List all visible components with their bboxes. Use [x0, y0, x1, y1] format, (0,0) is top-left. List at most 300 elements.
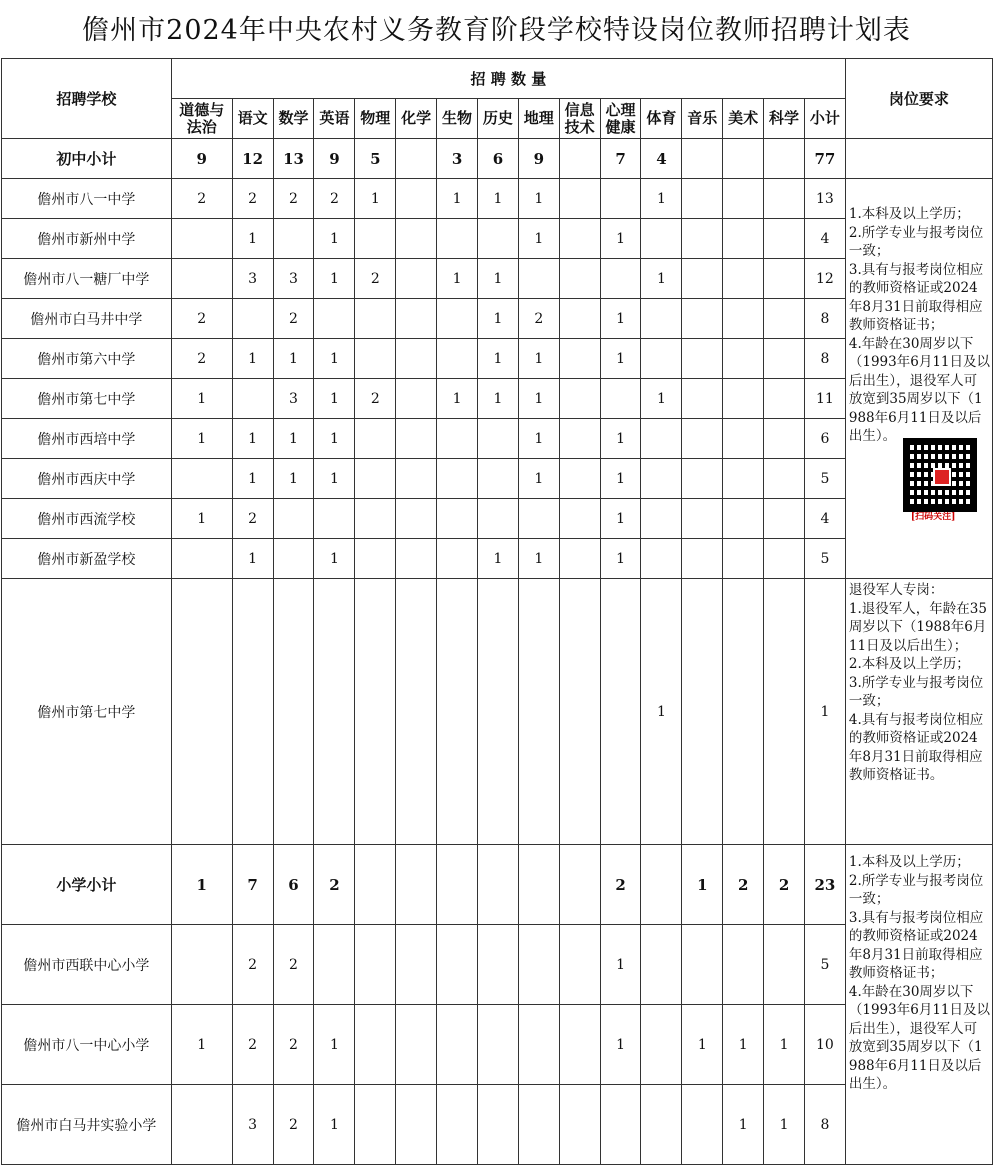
count-cell: 2: [232, 925, 273, 1005]
count-cell: 1: [641, 179, 682, 219]
header-subject: 生物: [437, 99, 478, 139]
count-cell: [559, 419, 600, 459]
count-cell: [355, 299, 396, 339]
count-cell: [641, 499, 682, 539]
count-cell: 4: [641, 139, 682, 179]
count-cell: [723, 579, 764, 845]
count-cell: [396, 299, 437, 339]
count-cell: 5: [804, 925, 845, 1005]
count-cell: 9: [518, 139, 559, 179]
count-cell: [355, 579, 396, 845]
count-cell: [171, 1085, 232, 1165]
count-cell: [355, 499, 396, 539]
header-subject: 美术: [723, 99, 764, 139]
count-cell: [764, 259, 805, 299]
count-cell: 1: [477, 179, 518, 219]
count-cell: [764, 459, 805, 499]
table-row: [2, 139, 993, 179]
count-cell: 1: [682, 1005, 723, 1085]
count-cell: 3: [232, 1085, 273, 1165]
count-cell: 1: [600, 1005, 641, 1085]
table-row: [2, 179, 993, 219]
count-cell: [723, 539, 764, 579]
count-cell: 1: [314, 339, 355, 379]
count-cell: [273, 219, 314, 259]
count-cell: 23: [804, 845, 845, 925]
count-cell: 1: [682, 845, 723, 925]
count-cell: [518, 925, 559, 1005]
count-cell: 1: [232, 539, 273, 579]
count-cell: [232, 299, 273, 339]
count-cell: [437, 219, 478, 259]
count-cell: [437, 845, 478, 925]
count-cell: [764, 579, 805, 845]
count-cell: [171, 219, 232, 259]
requirements-middle: [845, 179, 992, 579]
requirements-primary: 1.本科及以上学历； 2.所学专业与报考岗位一致； 3.具有与报考岗位相应的教师资格证或2024年8月31日前取得相应教师资格证书； 4.年龄在30周岁以下（1993年6月11日及以后出生），退役军人可放宽到35周岁以下（1988年6月11日及以后出生）。: [845, 845, 992, 1165]
count-cell: [518, 579, 559, 845]
count-cell: [641, 219, 682, 259]
count-cell: [437, 419, 478, 459]
count-cell: 2: [171, 299, 232, 339]
count-cell: [559, 379, 600, 419]
count-cell: [641, 419, 682, 459]
count-cell: [477, 1005, 518, 1085]
count-cell: 2: [171, 339, 232, 379]
count-cell: 1: [171, 379, 232, 419]
count-cell: 4: [804, 219, 845, 259]
header-subject: 音乐: [682, 99, 723, 139]
school-name: 儋州市第七中学: [2, 379, 172, 419]
count-cell: 1: [600, 499, 641, 539]
count-cell: [682, 579, 723, 845]
count-cell: 9: [314, 139, 355, 179]
count-cell: [764, 379, 805, 419]
count-cell: 6: [273, 845, 314, 925]
count-cell: [559, 219, 600, 259]
school-name: 儋州市西培中学: [2, 419, 172, 459]
school-name: 儋州市新盈学校: [2, 539, 172, 579]
count-cell: 2: [723, 845, 764, 925]
count-cell: 2: [314, 179, 355, 219]
count-cell: 1: [171, 1005, 232, 1085]
count-cell: [314, 499, 355, 539]
count-cell: [437, 339, 478, 379]
count-cell: [723, 379, 764, 419]
count-cell: [641, 1005, 682, 1085]
qr-code-icon: [903, 438, 977, 512]
count-cell: 8: [804, 1085, 845, 1165]
count-cell: [477, 219, 518, 259]
count-cell: 1: [314, 539, 355, 579]
count-cell: [641, 1085, 682, 1165]
count-cell: 1: [437, 379, 478, 419]
count-cell: [682, 139, 723, 179]
count-cell: 2: [273, 925, 314, 1005]
count-cell: 1: [477, 339, 518, 379]
count-cell: [600, 179, 641, 219]
count-cell: 1: [232, 219, 273, 259]
count-cell: [764, 499, 805, 539]
count-cell: [682, 1085, 723, 1165]
count-cell: 9: [171, 139, 232, 179]
count-cell: 1: [477, 379, 518, 419]
count-cell: [764, 419, 805, 459]
count-cell: 1: [518, 459, 559, 499]
count-cell: [314, 299, 355, 339]
table-row: [2, 299, 993, 339]
count-cell: 1: [518, 419, 559, 459]
table-row: [2, 1085, 993, 1165]
count-cell: [723, 925, 764, 1005]
count-cell: [314, 579, 355, 845]
count-cell: [559, 499, 600, 539]
header-subject: 信息技术: [559, 99, 600, 139]
count-cell: 1: [764, 1005, 805, 1085]
count-cell: [764, 299, 805, 339]
count-cell: [396, 539, 437, 579]
count-cell: 2: [273, 1005, 314, 1085]
count-cell: 1: [273, 419, 314, 459]
count-cell: 1: [600, 925, 641, 1005]
header-quantity: 招 聘 数 量: [171, 59, 845, 99]
count-cell: 3: [273, 379, 314, 419]
count-cell: [559, 1085, 600, 1165]
count-cell: [559, 925, 600, 1005]
count-cell: [396, 179, 437, 219]
count-cell: 1: [477, 539, 518, 579]
count-cell: [641, 539, 682, 579]
count-cell: [314, 925, 355, 1005]
count-cell: [559, 299, 600, 339]
count-cell: [600, 379, 641, 419]
count-cell: [682, 219, 723, 259]
count-cell: [559, 179, 600, 219]
count-cell: [437, 539, 478, 579]
count-cell: [396, 925, 437, 1005]
header-subject: 科学: [764, 99, 805, 139]
qr-label: [扫码关注]: [910, 511, 956, 522]
count-cell: [723, 339, 764, 379]
header-school: 招聘学校: [2, 59, 172, 139]
table-row: [2, 579, 993, 845]
count-cell: [477, 499, 518, 539]
count-cell: [559, 139, 600, 179]
count-cell: [355, 219, 396, 259]
count-cell: [355, 459, 396, 499]
count-cell: 1: [314, 1005, 355, 1085]
count-cell: [437, 1085, 478, 1165]
count-cell: [355, 925, 396, 1005]
count-cell: 1: [600, 539, 641, 579]
table-row: [2, 339, 993, 379]
count-cell: [764, 925, 805, 1005]
school-name: 儋州市八一中心小学: [2, 1005, 172, 1085]
count-cell: [171, 579, 232, 845]
count-cell: 5: [355, 139, 396, 179]
count-cell: 1: [314, 379, 355, 419]
count-cell: 2: [232, 1005, 273, 1085]
count-cell: [723, 139, 764, 179]
count-cell: [764, 539, 805, 579]
count-cell: [437, 499, 478, 539]
count-cell: [682, 299, 723, 339]
count-cell: [641, 339, 682, 379]
count-cell: 13: [804, 179, 845, 219]
count-cell: [559, 259, 600, 299]
school-name: 儋州市八一中学: [2, 179, 172, 219]
count-cell: [559, 539, 600, 579]
count-cell: 12: [804, 259, 845, 299]
count-cell: [396, 139, 437, 179]
table-row: [2, 499, 993, 539]
count-cell: 11: [804, 379, 845, 419]
count-cell: 3: [437, 139, 478, 179]
header-subject: 体育: [641, 99, 682, 139]
count-cell: 1: [232, 419, 273, 459]
count-cell: [396, 259, 437, 299]
header-subject: 历史: [477, 99, 518, 139]
count-cell: 5: [804, 539, 845, 579]
requirements-veteran: 退役军人专岗： 1.退役军人，年龄在35周岁以下（1988年6月11日及以后出生）； 2.本科及以上学历； 3.所学专业与报考岗位一致； 4.具有与报考岗位相应的教师资格证或2024年8月31日前取得相应教师资格证书。: [845, 579, 992, 845]
count-cell: [518, 1085, 559, 1165]
count-cell: 77: [804, 139, 845, 179]
count-cell: [723, 219, 764, 259]
count-cell: 1: [171, 419, 232, 459]
count-cell: 1: [518, 339, 559, 379]
count-cell: 1: [723, 1085, 764, 1165]
count-cell: 1: [518, 539, 559, 579]
count-cell: [396, 845, 437, 925]
count-cell: [355, 1005, 396, 1085]
count-cell: [396, 459, 437, 499]
count-cell: 4: [804, 499, 845, 539]
count-cell: [723, 299, 764, 339]
count-cell: [723, 499, 764, 539]
count-cell: [396, 219, 437, 259]
count-cell: 1: [232, 339, 273, 379]
count-cell: 8: [804, 299, 845, 339]
count-cell: 13: [273, 139, 314, 179]
count-cell: [396, 499, 437, 539]
count-cell: [437, 579, 478, 845]
count-cell: 1: [600, 299, 641, 339]
count-cell: 2: [232, 179, 273, 219]
header-subject: 地理: [518, 99, 559, 139]
school-name: 儋州市白马井中学: [2, 299, 172, 339]
count-cell: 2: [171, 179, 232, 219]
count-cell: 1: [314, 1085, 355, 1165]
count-cell: [273, 539, 314, 579]
count-cell: [764, 339, 805, 379]
count-cell: [559, 579, 600, 845]
recruitment-table: [1, 58, 993, 1165]
count-cell: 2: [314, 845, 355, 925]
count-cell: 2: [764, 845, 805, 925]
count-cell: [273, 579, 314, 845]
count-cell: 1: [641, 379, 682, 419]
count-cell: 2: [518, 299, 559, 339]
count-cell: [682, 419, 723, 459]
header-subject: 物理: [355, 99, 396, 139]
count-cell: [396, 1005, 437, 1085]
count-cell: [559, 845, 600, 925]
count-cell: 1: [518, 379, 559, 419]
count-cell: 1: [232, 459, 273, 499]
count-cell: 2: [232, 499, 273, 539]
header-subject: 心理健康: [600, 99, 641, 139]
count-cell: 1: [314, 419, 355, 459]
count-cell: [396, 579, 437, 845]
count-cell: [600, 259, 641, 299]
count-cell: [355, 845, 396, 925]
count-cell: 8: [804, 339, 845, 379]
count-cell: 1: [600, 219, 641, 259]
count-cell: [764, 179, 805, 219]
school-name: 儋州市西联中心小学: [2, 925, 172, 1005]
count-cell: 1: [600, 419, 641, 459]
count-cell: [355, 339, 396, 379]
count-cell: 5: [804, 459, 845, 499]
count-cell: 1: [171, 499, 232, 539]
school-name: 儋州市白马井实验小学: [2, 1085, 172, 1165]
count-cell: [518, 259, 559, 299]
table-row: [2, 539, 993, 579]
count-cell: 1: [437, 179, 478, 219]
count-cell: [396, 339, 437, 379]
count-cell: [477, 419, 518, 459]
count-cell: [477, 845, 518, 925]
count-cell: 2: [273, 299, 314, 339]
subtotal-label: 初中小计: [2, 139, 172, 179]
table-row: [2, 1005, 993, 1085]
count-cell: [600, 1085, 641, 1165]
subtotal-label: 小学小计: [2, 845, 172, 925]
count-cell: [764, 219, 805, 259]
count-cell: 1: [273, 339, 314, 379]
count-cell: [171, 259, 232, 299]
count-cell: [396, 379, 437, 419]
table-row: [2, 379, 993, 419]
count-cell: [682, 339, 723, 379]
count-cell: [396, 1085, 437, 1165]
count-cell: 3: [232, 259, 273, 299]
count-cell: [355, 539, 396, 579]
count-cell: [437, 925, 478, 1005]
count-cell: [437, 299, 478, 339]
count-cell: 10: [804, 1005, 845, 1085]
count-cell: 1: [518, 179, 559, 219]
count-cell: [396, 419, 437, 459]
count-cell: 1: [600, 459, 641, 499]
school-name: 儋州市八一糖厂中学: [2, 259, 172, 299]
page-title: 儋州市2024年中央农村义务教育阶段学校特设岗位教师招聘计划表: [82, 15, 911, 46]
table-row: [2, 259, 993, 299]
count-cell: [682, 179, 723, 219]
count-cell: [723, 459, 764, 499]
school-name: 儋州市西流学校: [2, 499, 172, 539]
count-cell: [518, 1005, 559, 1085]
school-name: 儋州市第七中学: [2, 579, 172, 845]
count-cell: 1: [437, 259, 478, 299]
count-cell: [355, 419, 396, 459]
count-cell: [723, 259, 764, 299]
count-cell: [477, 579, 518, 845]
table-row: [2, 459, 993, 499]
count-cell: 1: [314, 219, 355, 259]
table-row: [2, 845, 993, 925]
count-cell: 6: [477, 139, 518, 179]
count-cell: [273, 499, 314, 539]
school-name: 儋州市第六中学: [2, 339, 172, 379]
count-cell: [682, 259, 723, 299]
count-cell: 1: [355, 179, 396, 219]
count-cell: 6: [804, 419, 845, 459]
header-subject: 英语: [314, 99, 355, 139]
count-cell: 1: [641, 579, 682, 845]
count-cell: 1: [273, 459, 314, 499]
count-cell: [682, 379, 723, 419]
count-cell: 2: [600, 845, 641, 925]
count-cell: [559, 459, 600, 499]
header-requirements: 岗位要求: [845, 59, 992, 139]
requirements-middle-total-blank: [845, 139, 992, 179]
count-cell: 2: [355, 379, 396, 419]
count-cell: [171, 539, 232, 579]
count-cell: 1: [171, 845, 232, 925]
count-cell: 1: [723, 1005, 764, 1085]
count-cell: [641, 925, 682, 1005]
count-cell: [477, 459, 518, 499]
count-cell: 1: [477, 259, 518, 299]
count-cell: [641, 459, 682, 499]
count-cell: 1: [641, 259, 682, 299]
header-subject: 语文: [232, 99, 273, 139]
table-row: [2, 219, 993, 259]
count-cell: [437, 1005, 478, 1085]
count-cell: 1: [804, 579, 845, 845]
count-cell: [232, 579, 273, 845]
count-cell: [437, 459, 478, 499]
school-name: 儋州市新州中学: [2, 219, 172, 259]
requirements-middle-text: 1.本科及以上学历； 2.所学专业与报考岗位一致； 3.具有与报考岗位相应的教师资格证或2024年8月31日前取得相应教师资格证书； 4.年龄在30周岁以下（1993年6月11日及以后出生），退役军人可放宽到35周岁以下（1988年6月11日及以后出生）。: [848, 206, 990, 444]
count-cell: [171, 459, 232, 499]
count-cell: 12: [232, 139, 273, 179]
count-cell: 7: [600, 139, 641, 179]
count-cell: [682, 459, 723, 499]
count-cell: [723, 419, 764, 459]
count-cell: [355, 1085, 396, 1165]
count-cell: [477, 925, 518, 1005]
count-cell: 2: [355, 259, 396, 299]
count-cell: 3: [273, 259, 314, 299]
count-cell: [641, 845, 682, 925]
header-subject: 化学: [396, 99, 437, 139]
count-cell: [559, 1005, 600, 1085]
count-cell: 1: [314, 259, 355, 299]
header-subject: 道德与法治: [171, 99, 232, 139]
count-cell: 1: [764, 1085, 805, 1165]
count-cell: [518, 845, 559, 925]
table-row: [2, 925, 993, 1005]
count-cell: [477, 1085, 518, 1165]
header-subject: 小计: [804, 99, 845, 139]
count-cell: 1: [477, 299, 518, 339]
count-cell: [682, 925, 723, 1005]
count-cell: [600, 579, 641, 845]
count-cell: 1: [518, 219, 559, 259]
count-cell: [641, 299, 682, 339]
